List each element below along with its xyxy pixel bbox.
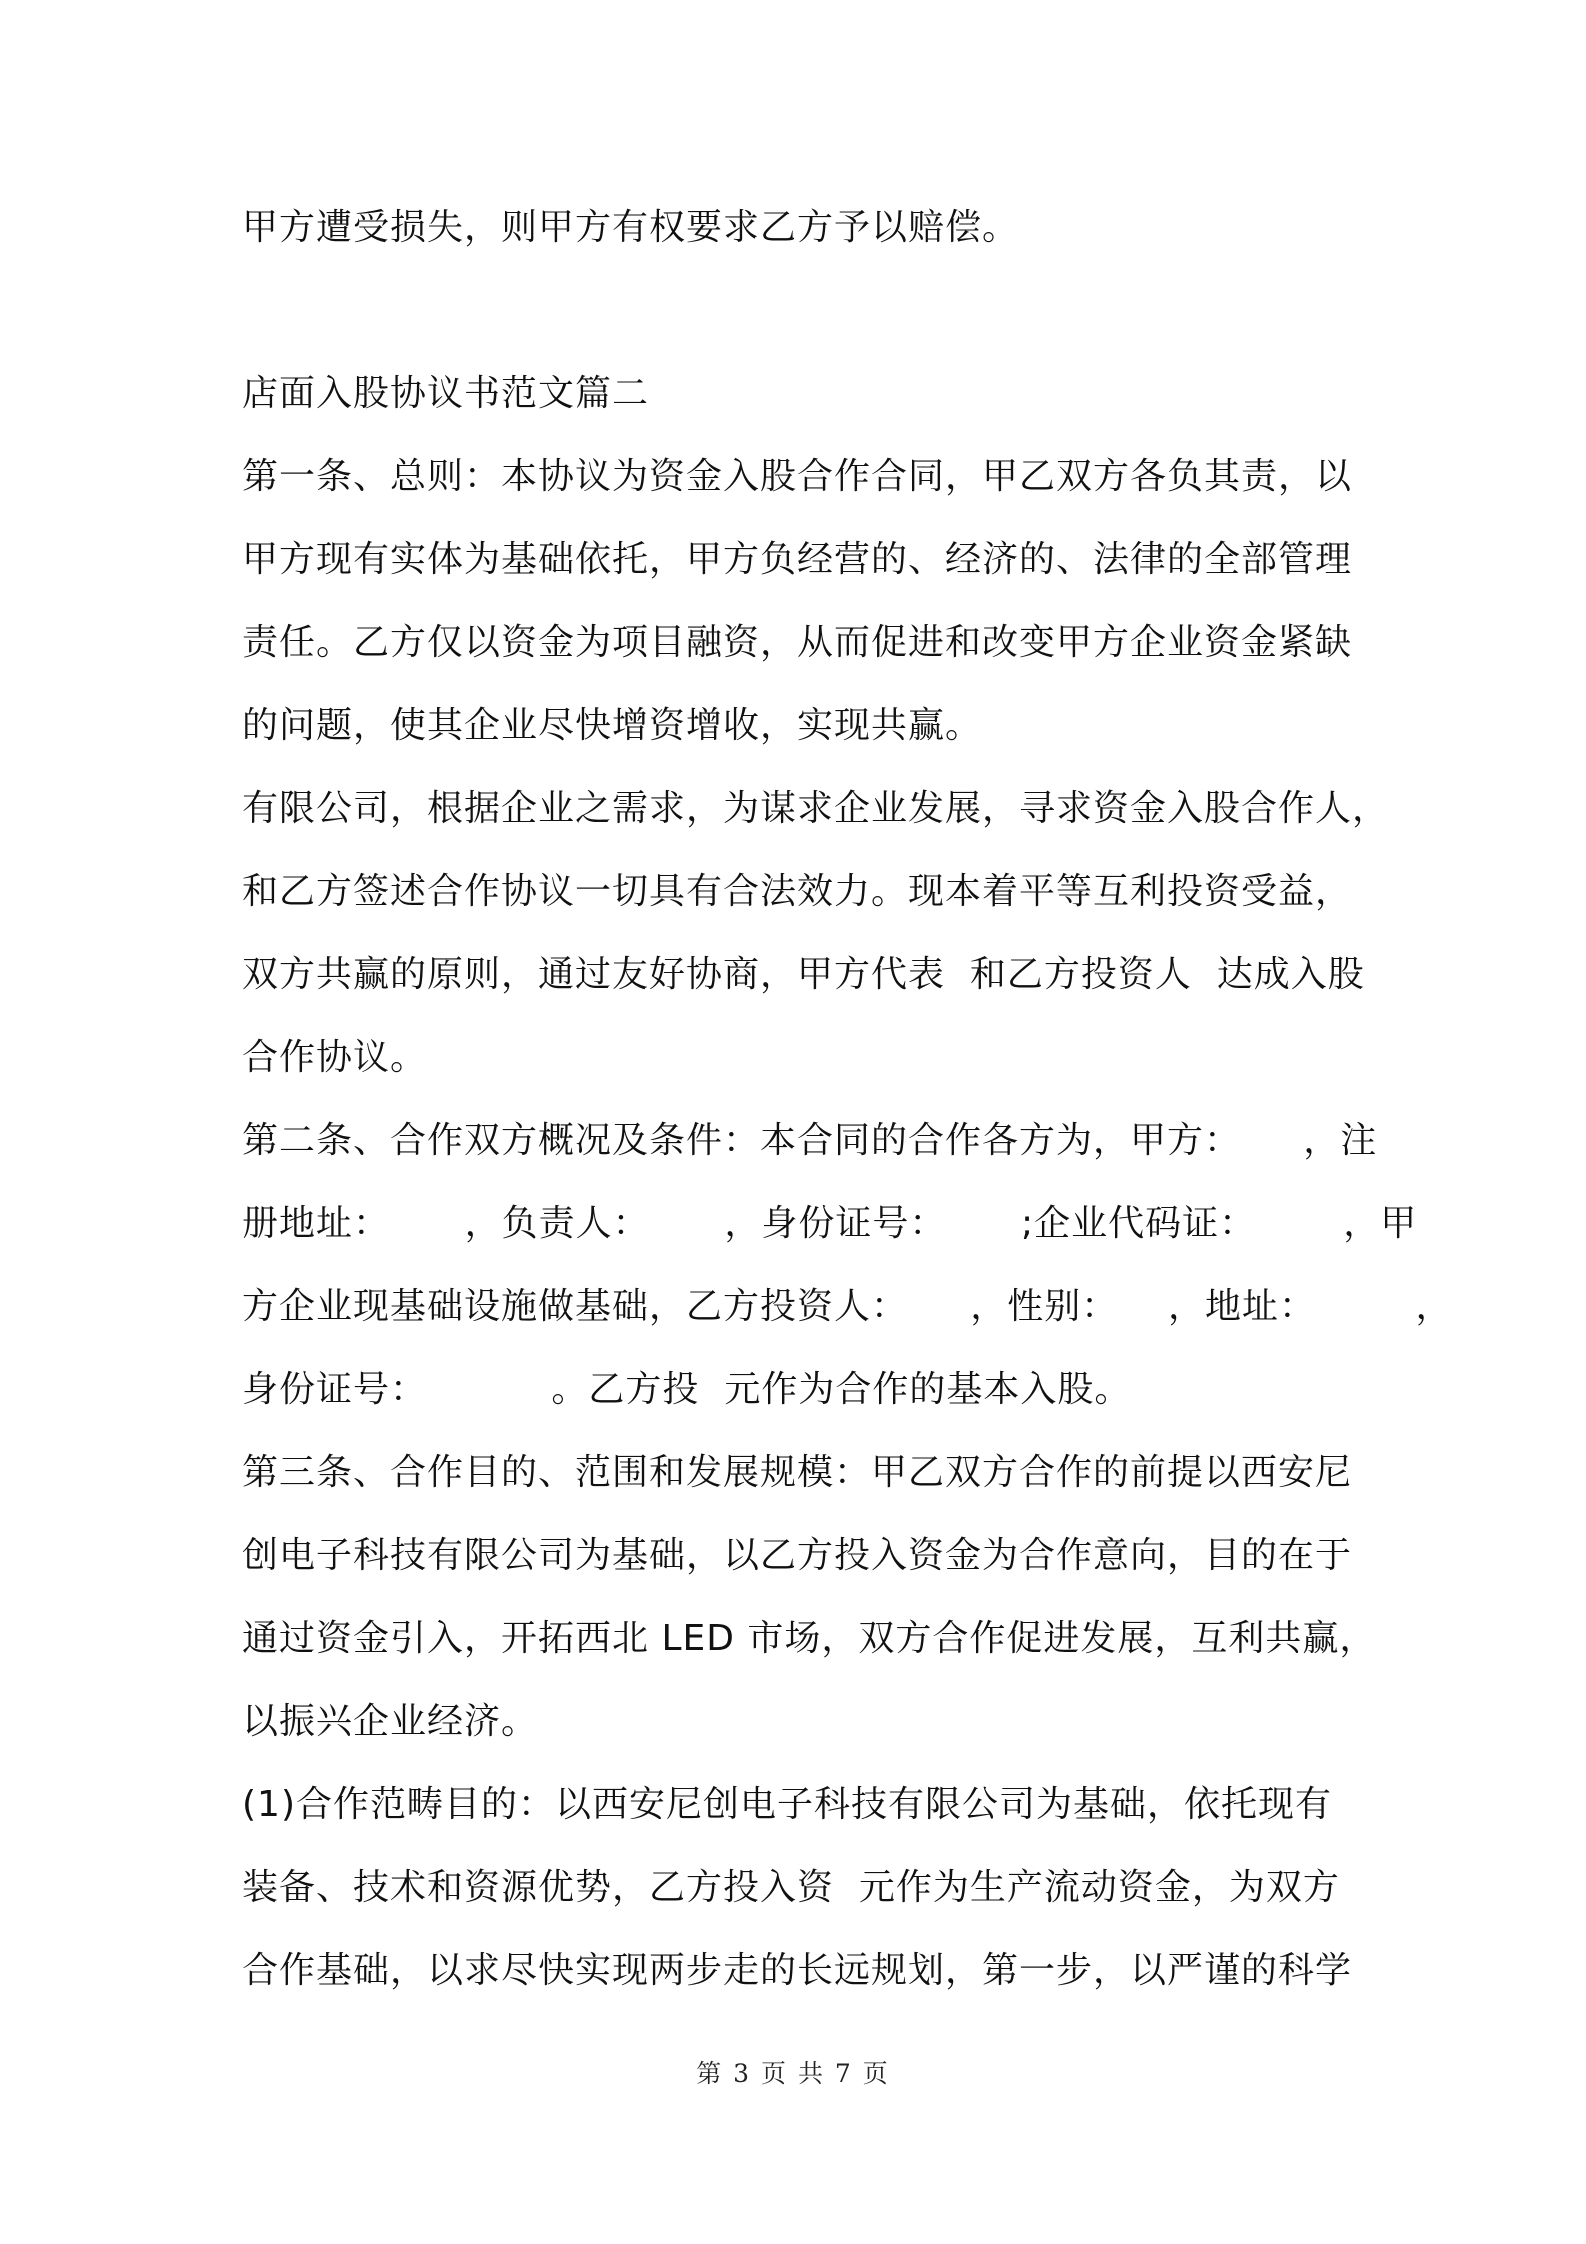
body-text-line: 册地址： ，负责人： ，身份证号： ;企业代码证： ，甲 (242, 1203, 1418, 1244)
body-text-line: 的问题，使其企业尽快增资增收，实现共赢。 (242, 705, 983, 746)
section-heading: 店面入股协议书范文篇二 (242, 373, 650, 414)
body-text-line: 方企业现基础设施做基础，乙方投资人： ，性别： ，地址： ， (242, 1286, 1453, 1327)
body-text-line: 以振兴企业经济。 (242, 1701, 539, 1742)
body-text-line: (1)合作范畴目的：以西安尼创电子科技有限公司为基础，依托现有 (242, 1784, 1332, 1825)
body-text-line: 责任。乙方仅以资金为项目融资，从而促进和改变甲方企业资金紧缺 (242, 622, 1353, 663)
page-number-footer: 第 3 页 共 7 页 (696, 2059, 890, 2088)
body-text-line: 第一条、总则：本协议为资金入股合作合同，甲乙双方各负其责，以 (242, 456, 1353, 497)
body-text-line: 创电子科技有限公司为基础，以乙方投入资金为合作意向，目的在于 (242, 1535, 1353, 1576)
body-text-line: 第二条、合作双方概况及条件：本合同的合作各方为，甲方： ，注 (242, 1120, 1378, 1161)
body-text-line: 有限公司，根据企业之需求，为谋求企业发展，寻求资金入股合作人， (242, 788, 1390, 829)
body-text-line: 甲方现有实体为基础依托，甲方负经营的、经济的、法律的全部管理 (242, 539, 1353, 580)
body-text-line: 甲方遭受损失，则甲方有权要求乙方予以赔偿。 (242, 207, 1020, 248)
body-text-line: 第三条、合作目的、范围和发展规模：甲乙双方合作的前提以西安尼 (242, 1452, 1353, 1493)
body-text-line: 装备、技术和资源优势，乙方投入资 元作为生产流动资金，为双方 (242, 1867, 1340, 1908)
body-text-line: 合作协议。 (242, 1037, 428, 1078)
body-text-line: 合作基础，以求尽快实现两步走的长远规划，第一步，以严谨的科学 (242, 1950, 1353, 1991)
body-text-line: 双方共赢的原则，通过友好协商，甲方代表 和乙方投资人 达成入股 (242, 954, 1365, 995)
body-text-line: 和乙方签述合作协议一切具有合法效力。现本着平等互利投资受益， (242, 871, 1353, 912)
body-text-line: 身份证号： 。乙方投 元作为合作的基本入股。 (242, 1369, 1132, 1410)
body-text-line: 通过资金引入，开拓西北 LED 市场，双方合作促进发展，互利共赢， (242, 1618, 1377, 1659)
